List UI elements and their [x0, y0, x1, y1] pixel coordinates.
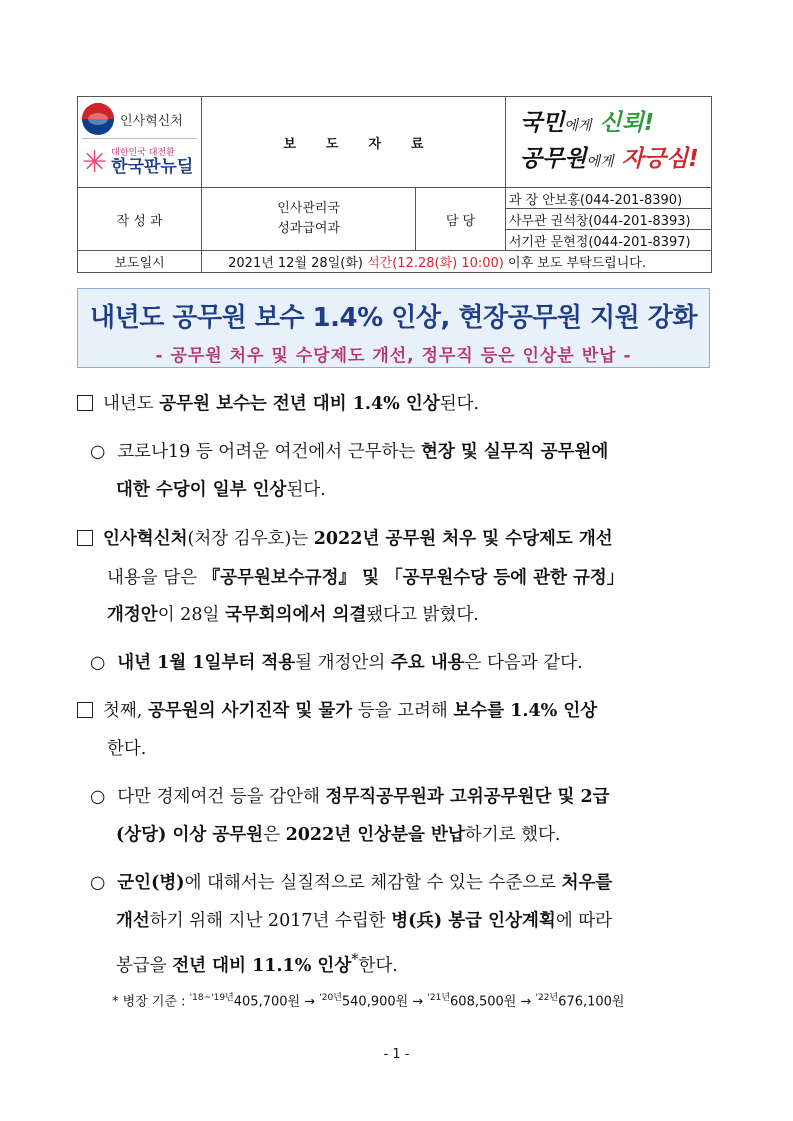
new-deal-logo-icon: ✳ — [82, 145, 108, 180]
paragraph-6-line-1: ○ 다만 경제여건 등을 감안해 정무직공무원과 고위공무원단 및 2급 — [90, 779, 610, 816]
paragraph-5-line-1: 첫째, 공무원의 사기진작 및 물가 등을 고려해 보수를 1.4% 인상 — [77, 693, 597, 730]
footnote-salary: * 병장 기준 : $^{'18\sim'19년}$405,700원 → $^{'20년}$540,900원 → $^{'21년}$608,500원 → $^{'22년}$676,100원 — [112, 993, 625, 1010]
author-dept: 인사관리국 성과급여과 — [202, 188, 416, 251]
logo-cell — [78, 97, 202, 188]
new-deal-tagline: 대한민국 대전환 — [111, 148, 175, 159]
paragraph-7-line-3: 봉급을 전년 대비 11.1% 인상*한다. — [116, 951, 398, 976]
circle-bullet-icon: ○ — [90, 873, 106, 893]
new-deal-name: 한국판뉴딜 — [111, 156, 194, 177]
paragraph-3-line-2: 내용을 담은 『공무원보수규정』 및 「공무원수당 등에 관한 규정」 — [107, 568, 625, 588]
org-name: 인사혁신처 — [120, 113, 183, 129]
contact-label: 담 당 — [416, 188, 506, 251]
circle-bullet-icon: ○ — [90, 653, 106, 673]
headline-box — [77, 288, 710, 368]
headline-title: 내년도 공무원 보수 1.4% 인상, 현장공무원 지원 강화 — [89, 303, 698, 333]
government-emblem-icon — [82, 103, 114, 135]
paragraph-6-line-2: (상당) 이상 공무원은 2022년 인상분을 반납하기로 했다. — [116, 825, 561, 845]
paragraph-4: ○ 내년 1월 1일부터 적용될 개정안의 주요 내용은 다음과 같다. — [90, 645, 583, 682]
author-label: 작 성 과 — [78, 188, 202, 251]
contact-3: 서기관 문현정(044-201-8397) — [505, 230, 711, 251]
release-time: 2021년 12월 28일(화) 석간(12.28(화) 10:00) 이후 보도 부탁드립니다. — [202, 251, 712, 273]
paragraph-2-line-2: 대한 수당이 일부 인상된다. — [116, 480, 326, 500]
press-header-table — [77, 96, 712, 273]
release-label: 보도일시 — [78, 251, 202, 273]
page-number: - 1 - — [383, 1047, 410, 1062]
circle-bullet-icon: ○ — [90, 787, 106, 807]
paragraph-2-line-1: ○ 코로나19 등 어려운 여건에서 근무하는 현장 및 실무직 공무원에 — [90, 434, 608, 471]
paragraph-7-line-1: ○ 군인(병)에 대해서는 실질적으로 체감할 수 있는 수준으로 처우를 — [90, 865, 612, 902]
contact-2: 사무관 권석창(044-201-8393) — [505, 209, 711, 230]
circle-bullet-icon: ○ — [90, 442, 106, 462]
headline-subtitle: - 공무원 처우 및 수당제도 개선, 정무직 등은 인상분 반납 - — [155, 346, 632, 366]
document-title: 보도자료 — [202, 97, 506, 188]
checkbox-bullet-icon — [77, 530, 93, 546]
paragraph-3-line-1: 인사혁신처(처장 김우호)는 2022년 공무원 처우 및 수당제도 개선 — [77, 521, 613, 558]
slogan: 국민에게 신뢰! 공무원에게 자긍심! — [505, 97, 711, 188]
contact-1: 과 장 안보홍(044-201-8390) — [505, 188, 711, 209]
paragraph-5-line-2: 한다. — [107, 739, 147, 759]
paragraph-3-line-3: 개정안이 28일 국무회의에서 의결됐다고 밝혔다. — [107, 605, 479, 625]
checkbox-bullet-icon — [77, 395, 93, 411]
paragraph-1: 내년도 공무원 보수는 전년 대비 1.4% 인상된다. — [77, 386, 479, 423]
paragraph-7-line-2: 개선하기 위해 지난 2017년 수립한 병(兵) 봉급 인상계획에 따라 — [116, 911, 613, 931]
checkbox-bullet-icon — [77, 702, 93, 718]
